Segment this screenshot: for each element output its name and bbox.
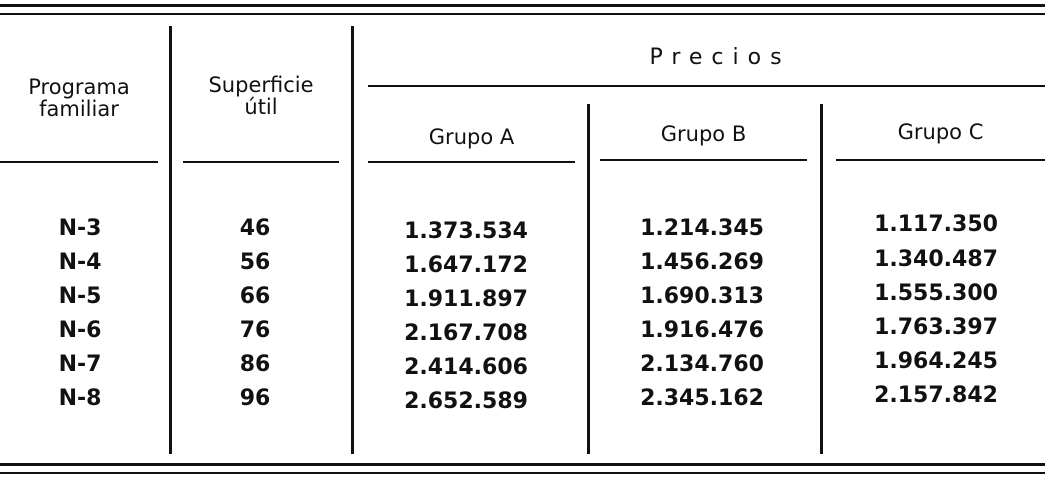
cell-grupo-b: 2.134.760 [640, 352, 764, 377]
cell-programa: N-8 [58, 386, 102, 411]
precios-underline [368, 85, 1045, 87]
top-rule-inner [0, 13, 1045, 15]
cell-grupo-b: 2.345.162 [640, 386, 764, 411]
cell-grupo-a: 2.652.589 [404, 389, 528, 414]
cell-grupo-c: 1.555.300 [874, 281, 998, 306]
header-programa-line1: Programa [28, 75, 130, 99]
vertical-rule-3 [587, 104, 590, 454]
cell-superficie: 76 [239, 318, 271, 343]
cell-programa: N-6 [58, 318, 102, 343]
header-grupo-c: Grupo C [897, 120, 984, 144]
cell-grupo-c: 2.157.842 [874, 383, 998, 408]
header-grupo-b: Grupo B [660, 122, 747, 146]
cell-programa: N-4 [58, 250, 102, 275]
cell-grupo-c: 1.340.487 [874, 247, 998, 272]
bottom-rule-outer [0, 463, 1045, 466]
cell-grupo-a: 1.911.897 [404, 287, 528, 312]
cell-programa: N-5 [58, 284, 102, 309]
header-superficie-line1: Superficie [208, 73, 314, 97]
vertical-rule-4 [820, 104, 823, 454]
grupo-b-underline [600, 159, 807, 161]
cell-grupo-b: 1.690.313 [640, 284, 764, 309]
grupo-a-underline [368, 161, 575, 163]
cell-grupo-c: 1.763.397 [874, 315, 998, 340]
cell-programa: N-7 [58, 352, 102, 377]
grupo-c-underline [836, 159, 1045, 161]
cell-grupo-b: 1.916.476 [640, 318, 764, 343]
top-rule-outer [0, 4, 1045, 7]
cell-superficie: 66 [239, 284, 271, 309]
cell-superficie: 96 [239, 386, 271, 411]
programa-underline [0, 161, 158, 163]
header-precios: Precios [649, 45, 791, 70]
vertical-rule-2 [351, 26, 354, 454]
bottom-rule-inner [0, 472, 1045, 474]
cell-superficie: 56 [239, 250, 271, 275]
cell-grupo-b: 1.456.269 [640, 250, 764, 275]
cell-superficie: 46 [239, 216, 271, 241]
cell-programa: N-3 [58, 216, 102, 241]
superficie-underline [183, 161, 339, 163]
cell-grupo-c: 1.964.245 [874, 349, 998, 374]
header-programa-line2: familiar [39, 97, 119, 121]
header-superficie-line2: útil [244, 95, 278, 119]
cell-grupo-b: 1.214.345 [640, 216, 764, 241]
header-grupo-a: Grupo A [428, 125, 515, 149]
cell-grupo-a: 1.373.534 [404, 219, 528, 244]
cell-grupo-a: 2.414.606 [404, 355, 528, 380]
cell-grupo-c: 1.117.350 [874, 212, 998, 237]
vertical-rule-1 [169, 26, 172, 454]
cell-grupo-a: 2.167.708 [404, 321, 528, 346]
cell-superficie: 86 [239, 352, 271, 377]
cell-grupo-a: 1.647.172 [404, 253, 528, 278]
